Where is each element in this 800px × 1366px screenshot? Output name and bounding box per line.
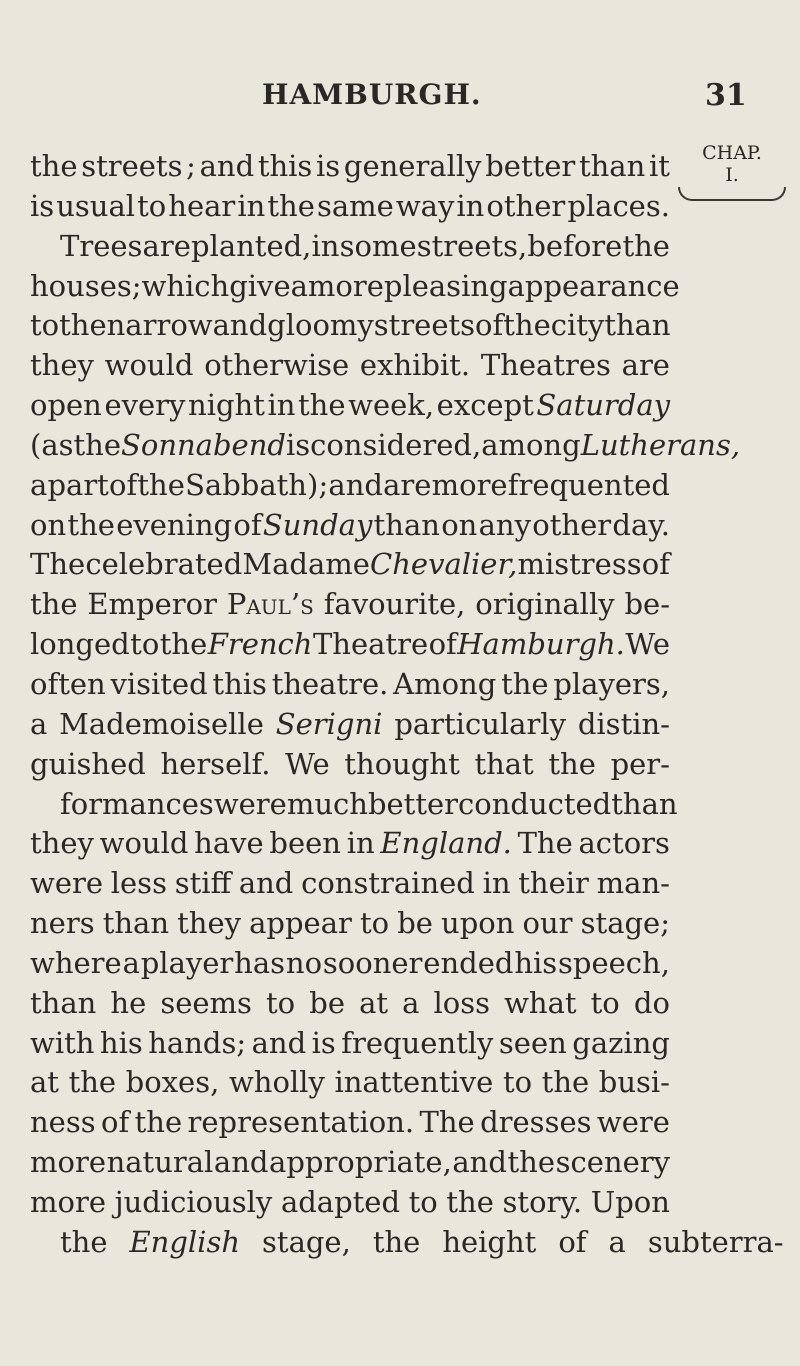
word: the [501,666,549,701]
text-line [30,267,680,307]
word: Madame [242,547,370,582]
word: night [188,388,265,423]
word: their [518,866,589,901]
word: the [446,1184,494,1219]
word: appearance [507,268,680,303]
word: have [194,826,264,861]
word: streets [81,149,183,183]
word: on [30,507,67,542]
word: other [486,188,566,223]
brace-mark [678,187,786,201]
word: dresses [480,1105,592,1140]
word: to [30,308,60,343]
word: celebrated [85,547,243,582]
word: be- [624,587,670,622]
word: subterra- [647,1224,784,1259]
text-line [30,306,670,346]
word: in [482,866,511,901]
word: hands; [148,1025,247,1060]
word: Lutherans, [580,427,741,462]
text-line [30,227,670,267]
word: French [207,627,313,662]
word: Trees [60,228,143,263]
word: no [285,945,323,980]
word: Serigni [275,706,383,741]
word: in [456,188,485,223]
word: our [522,906,573,941]
word: be [397,906,433,941]
word: a [608,1224,626,1259]
word: part [47,467,109,502]
word: Mademoiselle [59,706,264,741]
word: the [137,467,185,502]
word: at [359,985,389,1020]
word: than [611,786,678,821]
word: The [517,826,573,861]
word: ; [318,467,329,502]
word: the [30,149,78,183]
text-line [30,625,670,665]
word: city [550,308,605,343]
word: at [30,1065,59,1100]
word: and [251,1025,307,1060]
word: evening [116,507,233,542]
word: the [134,1105,183,1140]
word: stage; [580,906,670,941]
word: it [648,149,670,183]
word: are [383,467,432,502]
word: where [30,945,122,980]
word: Paul’s [226,587,314,622]
word: frequented [507,467,670,502]
word: any [478,507,531,542]
word: The [419,1105,475,1140]
word: the [73,427,121,462]
word: to [502,1065,533,1100]
word: to [590,985,620,1020]
word: seen [498,1025,567,1060]
word: less [110,866,167,901]
word: more [431,467,508,502]
word: in [346,826,375,861]
word: Sonnabend [121,427,286,462]
word: busi- [598,1065,670,1100]
word: the [267,188,315,223]
word: better [367,786,458,821]
word: which [141,268,230,303]
word: more [307,268,384,303]
word: per- [610,746,670,781]
word: he [110,985,147,1020]
word: than [30,985,97,1020]
text-line [30,187,670,227]
word: England. [380,826,512,861]
word: adapted [280,1184,401,1219]
word: The [30,547,86,582]
word: are [621,348,670,383]
text-line [30,1183,670,1223]
word: inattentive [334,1065,494,1100]
word: players, [553,666,670,701]
text-line [30,466,670,506]
word: that [474,746,534,781]
word: than [373,507,440,542]
word: with [30,1025,95,1060]
word: Sunday [262,507,373,542]
word: We [625,627,670,662]
word: in [267,388,296,423]
word: (as [30,427,74,462]
word: originally [475,587,615,622]
text-line [30,1063,670,1103]
word: among [481,427,581,462]
word: visited [110,666,208,701]
text-line [30,585,670,625]
running-head: HAMBURGH. [262,78,482,111]
word: Hamburgh. [457,627,625,662]
word: in [311,228,340,263]
word: appear [249,906,352,941]
word: speech, [558,945,670,980]
text-line [30,386,670,426]
word: favourite, [323,587,466,622]
text-line [30,984,670,1024]
word: were [596,1105,670,1140]
word: to [137,188,167,223]
word: is [285,427,311,462]
word: Sabbath) [185,467,319,502]
word: to [130,627,160,662]
word: formances [60,786,214,821]
text-line [30,1103,670,1143]
word: Upon [590,1184,670,1219]
chapter-label: CHAP. [702,142,762,164]
margin-note [670,142,794,201]
word: his [99,1025,143,1060]
word: seems [160,985,252,1020]
word: the [60,1224,108,1259]
word: distin- [577,706,670,741]
word: judiciously [114,1184,273,1219]
word: be [309,985,345,1020]
text-line [30,745,670,785]
word: were [213,786,287,821]
word: generally [343,149,482,183]
word: a [30,467,48,502]
text-line [30,147,670,187]
word: way [395,188,455,223]
word: they [177,906,242,941]
word: constrained [301,866,475,901]
word: particularly [394,706,566,741]
word: ; [186,149,196,183]
word: week, [348,388,435,423]
word: a [402,985,420,1020]
word: they [30,348,94,383]
text-line [30,426,741,466]
word: Chevalier, [370,547,518,582]
word: gazing [572,1025,670,1060]
word: this [257,149,313,183]
text-line [30,346,670,386]
word: than [604,308,671,343]
text-line [30,665,670,705]
word: of [109,467,138,502]
word: the [503,308,551,343]
word: is [316,149,341,183]
word: of [641,547,670,582]
word: herself. [160,746,271,781]
word: the [372,1224,421,1259]
word: and [213,1145,269,1180]
word: a [290,268,308,303]
word: exhibit. [359,348,471,383]
word: do [633,985,670,1020]
word: the [622,228,670,263]
word: We [285,746,330,781]
word: boxes, [125,1065,220,1100]
word: day. [612,507,670,542]
word: and [328,467,383,502]
page-number: 31 [705,78,747,113]
word: Among [393,666,497,701]
word: streets, [416,228,528,263]
word: to [408,1184,438,1219]
word: houses; [30,268,142,303]
text-line [30,864,670,904]
word: what [504,985,577,1020]
word: natural [106,1145,214,1180]
word: ners [30,906,95,941]
word: is [30,188,55,223]
text-line [30,824,670,864]
word: Saturday [536,388,670,423]
word: sooner [322,945,423,980]
word: of [428,627,457,662]
word: give [229,268,291,303]
text-line [30,705,670,745]
word: stage, [262,1224,351,1259]
word: open [30,388,102,423]
word: conducted [458,786,612,821]
word: longed [30,627,130,662]
word: on [441,507,478,542]
word: more [30,1145,106,1180]
word: the [59,308,107,343]
word: would [104,348,194,383]
word: every [104,388,186,423]
word: and [452,1145,507,1180]
word: upon [441,906,515,941]
word: is [311,1025,336,1060]
word: mistress [517,547,642,582]
word: some [339,228,417,263]
word: appropriate, [269,1145,452,1180]
word: except [436,388,534,423]
word: and [238,866,294,901]
word: were [30,866,104,901]
word: streets [373,308,476,343]
word: theatre. [271,666,389,701]
word: pleasing [383,268,508,303]
word: and [199,149,255,183]
word: same [316,188,394,223]
word: the [541,1065,590,1100]
word: English [129,1224,241,1259]
word: better [485,149,576,183]
word: Emperor [87,587,217,622]
word: are [142,228,191,263]
word: they [30,826,94,861]
text-line [30,1223,784,1263]
word: much [286,786,368,821]
word: height [442,1224,537,1259]
word: and [212,308,268,343]
word: before [527,228,623,263]
word: man- [596,866,670,901]
word: the [68,1065,117,1100]
word: to [266,985,296,1020]
word: usual [56,188,136,223]
text-line [30,785,678,825]
word: Theatres [480,348,611,383]
word: his [514,945,558,980]
word: loss [433,985,491,1020]
word: places. [567,188,670,223]
word: narrow [106,308,213,343]
word: to [359,906,390,941]
word: this [212,666,267,701]
word: story. [502,1184,583,1219]
word: often [30,666,106,701]
text-line [30,944,670,984]
word: would [99,826,189,861]
word: ended [423,945,514,980]
word: the [548,746,596,781]
word: of [475,308,504,343]
word: scenery [555,1145,670,1180]
word: more [30,1184,106,1219]
word: hear [168,188,236,223]
word: guished [30,746,146,781]
text-line [30,506,670,546]
word: than [578,149,646,183]
text-line [30,1024,670,1064]
word: wholly [228,1065,325,1100]
word: gloomy [267,308,374,343]
word: the [67,507,115,542]
word: otherwise [204,348,350,383]
text-line [30,1143,670,1183]
word: of [233,507,262,542]
word: Theatre [312,627,429,662]
word: the [159,627,208,662]
word: been [269,826,341,861]
word: player [140,945,234,980]
word: of [101,1105,130,1140]
word: has [234,945,286,980]
word: planted, [191,228,312,263]
word: stiff [174,866,232,901]
text-line [30,545,670,585]
chapter-number: I. [725,164,739,186]
word: representation. [187,1105,415,1140]
word: considered, [310,427,482,462]
word: the [298,388,346,423]
word: of [558,1224,587,1259]
word: thought [344,746,460,781]
word: the [507,1145,556,1180]
word: in [237,188,266,223]
word: a [30,706,48,741]
word: than [102,906,170,941]
word: frequently [341,1025,494,1060]
word: a [122,945,140,980]
text-line [30,904,670,944]
word: other [532,507,612,542]
word: actors [578,826,670,861]
word: the [30,587,78,622]
word: ness [30,1105,96,1140]
